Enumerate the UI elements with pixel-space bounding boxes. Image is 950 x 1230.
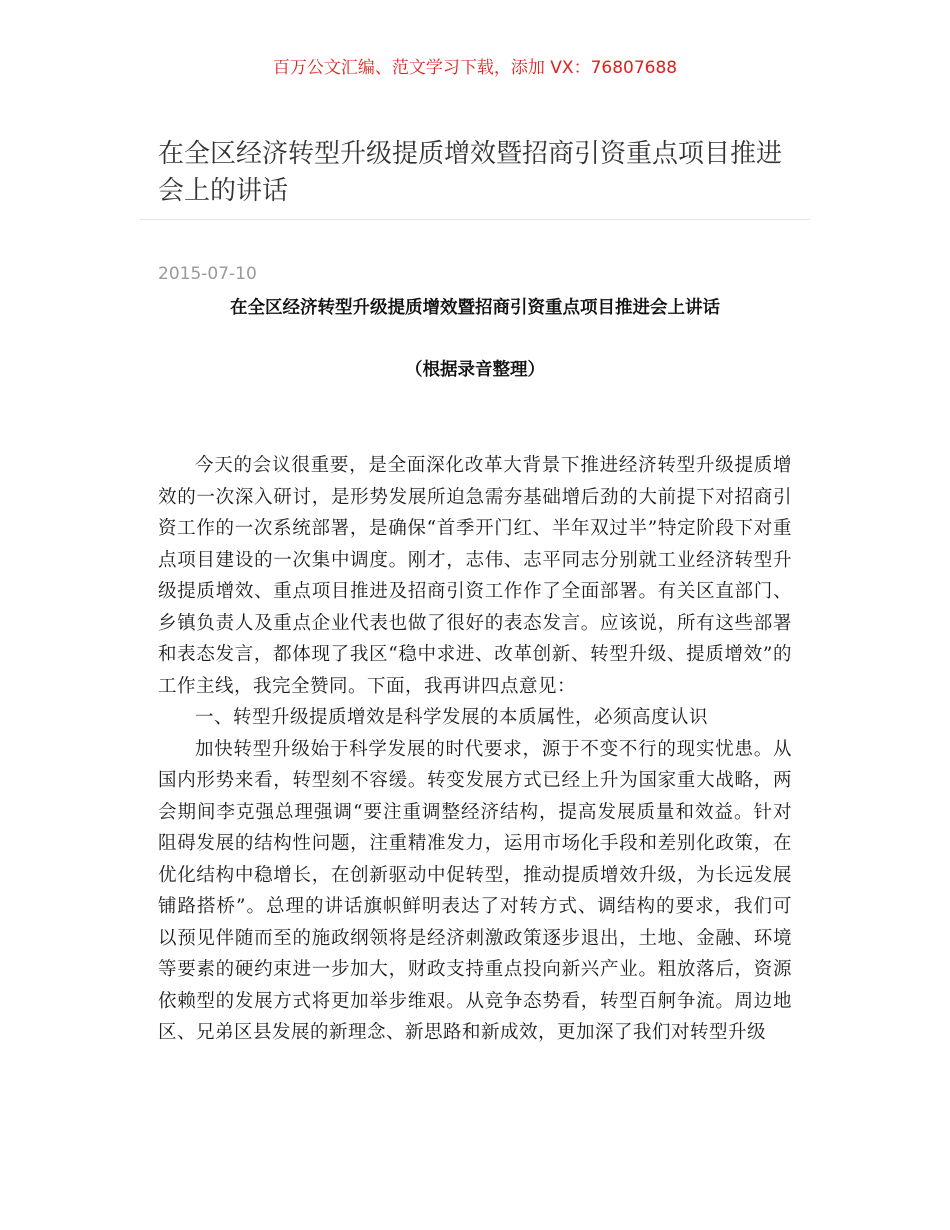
promo-banner: 百万公文汇编、范文学习下载，添加 VX：76807688 [272,58,678,78]
article-title: 在全区经济转型升级提质增效暨招商引资重点项目推进会上的讲话 [158,139,783,206]
publish-date: 2015-07-10 [158,264,257,284]
speech-heading: 在全区经济转型升级提质增效暨招商引资重点项目推进会上讲话 [230,298,720,318]
body-paragraph: 加快转型升级始于科学发展的时代要求，源于不变不行的现实忧患。从国内形势来看，转型刻不容缓。转变发展方式已经上升为国家重大战略，两会期间李克强总理强调“要注重调整经济结构，提高发展质量和效益。针对阻碍发展的结构性问题，注重精准发力，运用市场化手段和差别化政策，在优化结构中稳增长，在创新驱动中促转型，推动提质增效升级，为长远发展铺路搭桥”。总理的讲话旗帜鲜明表达了对转方式、调结构的要求，我们可以预见伴随而至的施政纲领将是经济刺激政策逐步退出，土地、金融、环境等要素的硬约束进一步加大，财政支持重点投向新兴产业。粗放落后，资源依赖型的发展方式将更加举步维艰。从竞争态势看，转型百舸争流。周边地区、兄弟区县发展的新理念、新思路和新成效，更加深了我们对转型升级 [158,738,792,1043]
article-body [158,450,792,1049]
title-divider [140,219,810,220]
section-heading: 一、转型升级提质增效是科学发展的本质属性，必须高度认识 [195,707,709,728]
body-paragraph: 今天的会议很重要，是全面深化改革大背景下推进经济转型升级提质增效的一次深入研讨，是形势发展所迫急需夯基础增后劲的大前提下对招商引资工作的一次系统部署，是确保“首季开门红、半年双过半”特定阶段下对重点项目建设的一次集中调度。刚才，志伟、志平同志分别就工业经济转型升级提质增效、重点项目推进及招商引资工作作了全面部署。有关区直部门、乡镇负责人及重点企业代表也做了很好的表态发言。应该说，所有这些部署和表态发言，都体现了我区“稳中求进、改革创新、转型升级、提质增效”的工作主线，我完全赞同。下面，我再讲四点意见： [158,455,792,697]
speech-subheading: （根据录音整理） [405,360,545,380]
